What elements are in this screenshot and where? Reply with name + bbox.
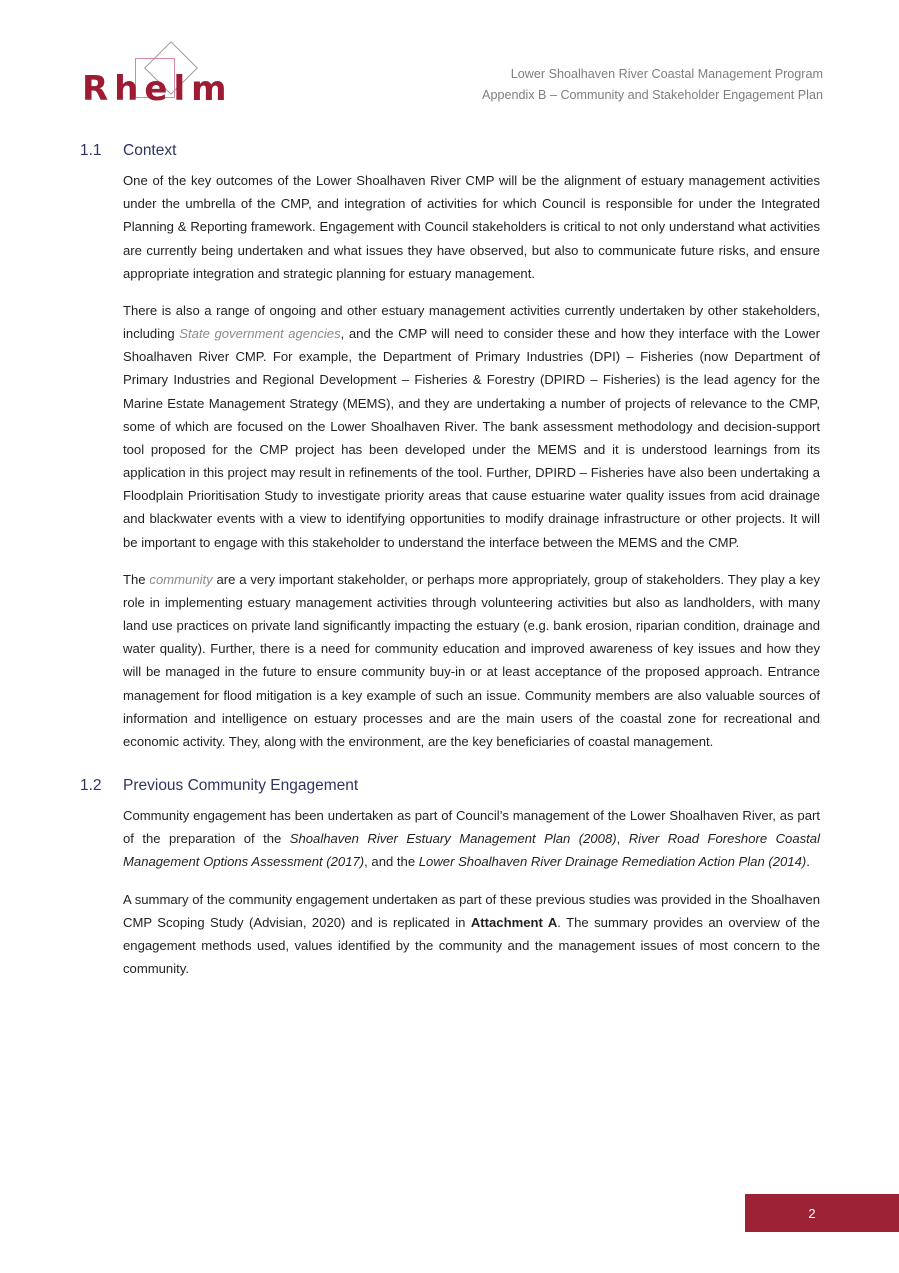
heading-1-1-number: 1.1 bbox=[80, 142, 102, 159]
heading-1-1-title: Context bbox=[123, 142, 177, 159]
heading-1-1 bbox=[80, 142, 899, 160]
text-run-italic: Lower Shoalhaven River Drainage Remediation Action Plan (2014) bbox=[418, 854, 807, 870]
header-title-line1: Lower Shoalhaven River Coastal Management Program bbox=[510, 67, 823, 81]
page-number: 2 bbox=[808, 1205, 816, 1221]
paragraph: One of the key outcomes of the Lower Shoalhaven River CMP will be the alignment of estuary management activities under the umbrella of the CMP, and integration of activities for which Council is responsible for under the Integrated Planning & Reporting framework. Engagement with Council stakeholders is critical to not only understand what activities are currently being undertaken and what issues they have observed, but also to communicate future risks, and ensure appropriate integration and strategic planning for estuary management. bbox=[123, 173, 820, 281]
rhelm-logo bbox=[82, 52, 312, 114]
footer-page-bar bbox=[745, 1194, 899, 1232]
header-title-block bbox=[482, 52, 823, 106]
paragraph: There is also a range of ongoing and other estuary management activities currently undertaken by other stakeholders, including State government agencies, and the CMP will need to consider these and how they interface with the Lower Shoalhaven River CMP. For example, the Department of Primary Industries (DPI) – Fisheries (now Department of Primary Industries and Regional Development – Fisheries & Forestry (DPIRD – Fisheries) is the lead agency for the Marine Estate Management Strategy (MEMS), and they are undertaking a number of projects of relevance to the CMP, some of which are focused on the Lower Shoalhaven River. The bank assessment methodology and decision-support tool proposed for the CMP project has been developed under the MEMS and it is understood learnings from its application in this project may result in refinements of the tool. Further, DPIRD – Fisheries have also been undertaking a Floodplain Prioritisation Study to investigate priority areas that cause estuarine water quality issues from acid drainage and blackwater events with a view to identifying opportunities to modify drainage infrastructure or other projects. It will be important to engage with this stakeholder to understand the interface between the MEMS and the CMP. bbox=[123, 302, 820, 550]
section-context bbox=[0, 142, 899, 753]
paragraph: The community are a very important stakeholder, or perhaps more appropriately, group of stakeholders. They play a key role in implementing estuary management activities through volunteering activities but also as landholders, with many land use practices on private land significantly impacting the estuary (e.g. bank erosion, riparian condition, drainage and water quality). Further, there is a need for community education and improved awareness of key issues and how they will be managed in the future to ensure community buy-in or at least acceptance of the proposed approach. Entrance management for flood mitigation is a key example of such an issue. Community members are also valuable sources of information and intelligence on estuary processes and are the main users of the coastal zone for recreational and economic activity. They, along with the environment, are the key beneficiaries of coastal management. bbox=[123, 571, 820, 749]
text-run-italic: Shoalhaven River Estuary Management Plan (2008) bbox=[289, 831, 617, 847]
header-title-line2: Appendix B – Community and Stakeholder Engagement Plan bbox=[482, 87, 823, 102]
paragraph: A summary of the community engagement undertaken as part of these previous studies was provided in the Shoalhaven CMP Scoping Study (Advisian, 2020) and is replicated in Attachment A. The summary provides an overview of the engagement methods used, values identified by the community and the management issues of most concern to the community. bbox=[123, 891, 820, 977]
heading-1-2 bbox=[80, 777, 899, 795]
heading-1-2-number: 1.2 bbox=[80, 777, 102, 795]
text-run-bold: Attachment A bbox=[470, 914, 558, 930]
document-body bbox=[0, 142, 899, 980]
heading-1-2-title: Previous Community Engagement bbox=[123, 777, 359, 795]
paragraph: Community engagement has been undertaken as part of Council’s management of the Lower Shoalhaven River, as part of the preparation of the Shoalhaven River Estuary Management Plan (2008), River Road Foreshore Coastal Management Options Assessment (2017), and the Lower Shoalhaven River Drainage Remediation Action Plan (2014). bbox=[123, 808, 820, 870]
text-run-italic: River Road Foreshore Coastal Management Options Assessment (2017) bbox=[123, 831, 820, 870]
text-run-italic-grey: State government agencies bbox=[179, 326, 341, 342]
section-previous-community-engagement bbox=[0, 777, 899, 980]
text-run-italic-grey: community bbox=[149, 571, 213, 587]
page-header bbox=[0, 52, 899, 114]
logo-wordmark: Rhelm bbox=[82, 69, 233, 109]
